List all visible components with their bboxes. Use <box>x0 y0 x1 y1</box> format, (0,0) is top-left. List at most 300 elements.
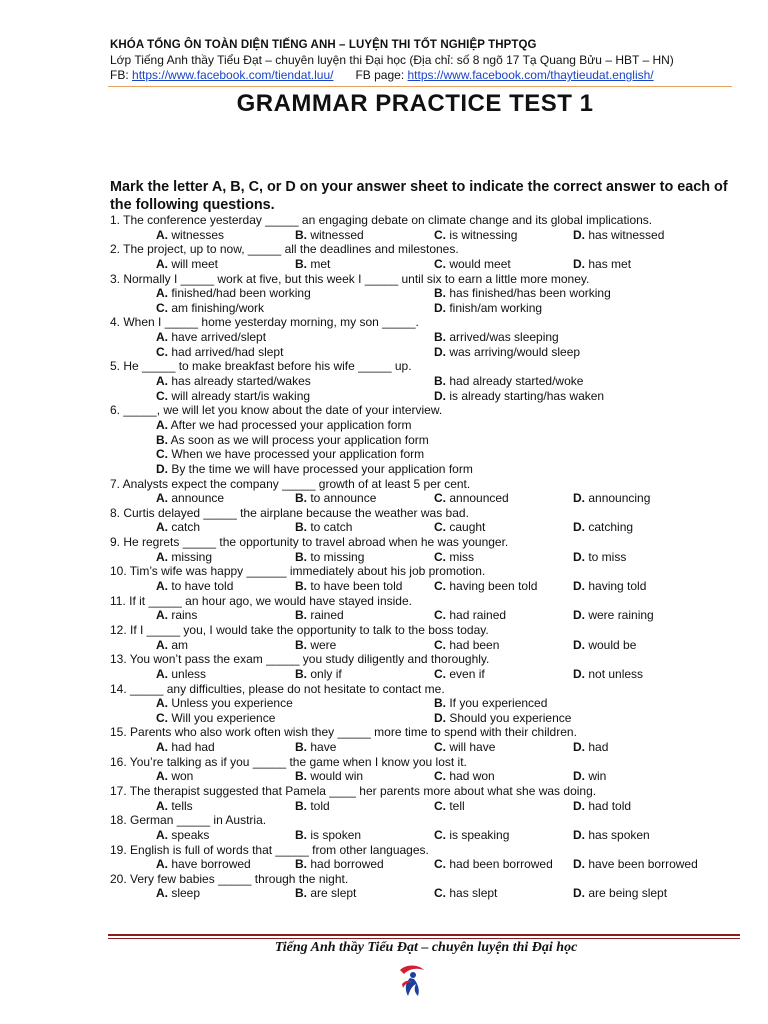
option-letter: D. <box>573 827 585 842</box>
question-stem: 16. You’re talking as if you _____ the game when I know you lost it. <box>110 754 467 769</box>
answer-option[interactable] <box>295 579 402 594</box>
question-stem: 4. When I _____ home yesterday morning, my son _____. <box>110 315 419 330</box>
option-text: caught <box>449 520 486 535</box>
answer-option[interactable] <box>156 711 275 726</box>
answer-option[interactable] <box>156 769 193 784</box>
option-text: announced <box>449 491 509 506</box>
answer-option[interactable] <box>573 667 643 682</box>
option-letter: B. <box>295 608 307 623</box>
answer-option[interactable] <box>434 696 547 711</box>
option-letter: A. <box>156 666 168 681</box>
option-text: won <box>171 769 194 784</box>
answer-option[interactable] <box>434 799 465 814</box>
option-letter: D. <box>573 666 585 681</box>
option-letter: A. <box>156 491 168 506</box>
question-stem: 12. If I _____ you, I would take the opportunity to talk to the boss today. <box>110 622 489 637</box>
answer-option[interactable] <box>295 228 364 243</box>
question-item <box>110 682 750 726</box>
option-text: had told <box>588 798 632 813</box>
option-letter: C. <box>156 447 168 462</box>
option-text: to catch <box>310 520 353 535</box>
answer-option[interactable] <box>434 301 542 316</box>
option-letter: D. <box>434 388 446 403</box>
option-text: were raining <box>588 608 654 623</box>
question-item <box>110 477 750 506</box>
option-text: not unless <box>588 666 644 681</box>
question-stem: 14. _____ any difficulties, please do not hesitate to contact me. <box>110 681 445 696</box>
answer-option[interactable] <box>156 418 411 433</box>
option-letter: C. <box>434 256 446 271</box>
option-letter: B. <box>295 256 307 271</box>
answer-option[interactable] <box>295 740 336 755</box>
option-text: After we had processed your application form <box>170 417 412 432</box>
option-letter: C. <box>434 491 446 506</box>
question-stem: 8. Curtis delayed _____ the airplane because the weather was bad. <box>110 505 469 520</box>
option-row <box>110 799 750 814</box>
answer-option[interactable] <box>573 228 664 243</box>
answer-option[interactable] <box>156 550 212 565</box>
option-letter: D. <box>573 857 585 872</box>
fb-profile-link[interactable]: https://www.facebook.com/tiendat.luu/ <box>132 68 334 82</box>
question-item <box>110 242 750 271</box>
option-text: are being slept <box>588 886 668 901</box>
option-letter: B. <box>295 886 307 901</box>
option-text: is already starting/has waken <box>449 388 605 403</box>
header-divider <box>108 86 732 87</box>
option-text: sleep <box>171 886 201 901</box>
answer-option[interactable] <box>156 491 224 506</box>
option-row <box>110 857 750 872</box>
option-row <box>110 579 750 594</box>
answer-option[interactable] <box>434 228 517 243</box>
option-row <box>110 374 750 389</box>
answer-option[interactable] <box>434 740 495 755</box>
answer-option[interactable] <box>156 374 311 389</box>
option-row <box>110 828 750 843</box>
option-letter: C. <box>434 827 446 842</box>
option-letter: B. <box>434 286 446 301</box>
option-row <box>110 228 750 243</box>
answer-option[interactable] <box>434 769 495 784</box>
option-letter: A. <box>156 827 168 842</box>
option-letter: C. <box>434 798 446 813</box>
option-letter: C. <box>434 549 446 564</box>
option-text: to missing <box>310 549 365 564</box>
answer-option[interactable] <box>573 828 650 843</box>
question-item <box>110 755 750 784</box>
option-text: had arrived/had slept <box>171 344 284 359</box>
option-letter: C. <box>434 666 446 681</box>
question-stem: 20. Very few babies _____ through the night. <box>110 871 349 886</box>
option-text: will have <box>449 740 496 755</box>
answer-option[interactable] <box>573 579 646 594</box>
option-row <box>110 447 750 462</box>
answer-option[interactable] <box>295 491 376 506</box>
option-letter: B. <box>295 827 307 842</box>
question-stem: 11. If it _____ an hour ago, we would have stayed inside. <box>110 593 412 608</box>
question-item <box>110 623 750 652</box>
question-list <box>110 213 750 901</box>
answer-option[interactable] <box>434 711 571 726</box>
option-text: Will you experience <box>171 710 276 725</box>
answer-option[interactable] <box>295 667 342 682</box>
option-text: told <box>310 798 330 813</box>
answer-option[interactable] <box>156 608 197 623</box>
option-letter: C. <box>434 579 446 594</box>
option-text: to miss <box>588 549 627 564</box>
option-text: is spoken <box>310 827 362 842</box>
option-letter: B. <box>295 666 307 681</box>
option-text: When we have processed your application form <box>171 447 425 462</box>
answer-option[interactable] <box>295 828 361 843</box>
question-item <box>110 535 750 564</box>
option-letter: B. <box>295 637 307 652</box>
answer-option[interactable] <box>156 667 206 682</box>
answer-option[interactable] <box>434 330 559 345</box>
option-row <box>110 433 750 448</box>
answer-option[interactable] <box>434 828 509 843</box>
question-item <box>110 594 750 623</box>
option-text: tells <box>171 798 193 813</box>
logo-body <box>406 978 419 996</box>
test-title: GRAMMAR PRACTICE TEST 1 <box>236 90 594 117</box>
option-letter: B. <box>295 520 307 535</box>
option-text: Should you experience <box>449 710 572 725</box>
answer-option[interactable] <box>295 550 364 565</box>
option-row <box>110 638 750 653</box>
option-letter: A. <box>156 417 168 432</box>
option-text: As soon as we will process your application form <box>170 432 429 447</box>
option-text: have arrived/slept <box>171 330 267 345</box>
question-stem: 17. The therapist suggested that Pamela ____ her parents more about what she was doing. <box>110 783 597 798</box>
question-item <box>110 784 750 813</box>
question-item <box>110 403 750 476</box>
option-letter: A. <box>156 769 168 784</box>
option-letter: D. <box>573 886 585 901</box>
option-text: would meet <box>449 256 511 271</box>
answer-option[interactable] <box>434 667 485 682</box>
answer-option[interactable] <box>573 491 650 506</box>
option-row <box>110 550 750 565</box>
option-row <box>110 608 750 623</box>
option-text: had been <box>449 637 500 652</box>
question-stem: 1. The conference yesterday _____ an engaging debate on climate change and its global implications. <box>110 213 653 227</box>
option-row <box>110 696 750 711</box>
option-letter: D. <box>573 227 585 242</box>
answer-option[interactable] <box>295 257 330 272</box>
document-header <box>110 38 740 83</box>
option-text: witnessed <box>310 227 364 242</box>
option-letter: C. <box>434 886 446 901</box>
option-letter: C. <box>434 637 446 652</box>
answer-option[interactable] <box>156 886 200 901</box>
option-row <box>110 711 750 726</box>
answer-option[interactable] <box>573 799 631 814</box>
fb-page-label: FB page: <box>355 68 408 82</box>
option-letter: D. <box>434 344 446 359</box>
option-letter: D. <box>573 608 585 623</box>
option-text: arrived/was sleeping <box>449 330 559 345</box>
option-text: announce <box>171 491 225 506</box>
question-item <box>110 315 750 359</box>
option-text: has slept <box>449 886 498 901</box>
option-text: has witnessed <box>588 227 665 242</box>
instruction-text: Mark the letter A, B, C, or D on your answer sheet to indicate the correct answer to each of the following questions. <box>110 179 728 213</box>
option-row <box>110 330 750 345</box>
option-letter: A. <box>156 549 168 564</box>
question-item <box>110 359 750 403</box>
option-letter: D. <box>434 710 446 725</box>
answer-option[interactable] <box>156 301 264 316</box>
question-stem: 2. The project, up to now, _____ all the deadlines and milestones. <box>110 242 459 257</box>
footer-divider-thick <box>108 934 740 936</box>
option-row <box>110 886 750 901</box>
answer-option[interactable] <box>434 857 553 872</box>
option-text: am finishing/work <box>171 300 265 315</box>
logo-head <box>410 972 416 978</box>
option-text: speaks <box>171 827 210 842</box>
option-text: only if <box>310 666 342 681</box>
question-stem: 7. Analysts expect the company _____ growth of at least 5 per cent. <box>110 476 471 491</box>
question-stem: 6. _____, we will let you know about the date of your interview. <box>110 403 443 418</box>
option-letter: B. <box>295 857 307 872</box>
option-text: catching <box>588 520 634 535</box>
option-letter: C. <box>156 710 168 725</box>
option-letter: D. <box>573 549 585 564</box>
option-letter: A. <box>156 608 168 623</box>
answer-option[interactable] <box>156 330 266 345</box>
option-letter: A. <box>156 696 168 711</box>
answer-option[interactable] <box>156 520 200 535</box>
question-stem: 3. Normally I _____ work at five, but this week I _____ until six to earn a little more money. <box>110 271 590 286</box>
option-row <box>110 389 750 404</box>
option-text: has finished/has been working <box>449 286 611 301</box>
answer-option[interactable] <box>573 886 667 901</box>
answer-option[interactable] <box>156 389 310 404</box>
question-item <box>110 843 750 872</box>
question-item <box>110 872 750 901</box>
answer-option[interactable] <box>295 520 352 535</box>
answer-option[interactable] <box>156 740 215 755</box>
option-text: has met <box>588 256 632 271</box>
answer-option[interactable] <box>156 345 283 360</box>
option-letter: D. <box>573 491 585 506</box>
option-letter: D. <box>573 798 585 813</box>
answer-option[interactable] <box>295 638 336 653</box>
answer-option[interactable] <box>156 696 293 711</box>
option-text: to announce <box>310 491 377 506</box>
option-letter: D. <box>573 740 585 755</box>
question-item <box>110 652 750 681</box>
option-letter: A. <box>156 798 168 813</box>
option-letter: C. <box>434 740 446 755</box>
question-stem: 18. German _____ in Austria. <box>110 813 267 828</box>
answer-option[interactable] <box>156 228 224 243</box>
answer-option[interactable] <box>434 550 474 565</box>
option-letter: B. <box>295 769 307 784</box>
option-letter: A. <box>156 374 168 389</box>
option-letter: B. <box>295 740 307 755</box>
question-stem: 13. You won’t pass the exam _____ you study diligently and thoroughly. <box>110 652 490 667</box>
option-text: having told <box>588 579 647 594</box>
option-row <box>110 418 750 433</box>
answer-option[interactable] <box>573 520 633 535</box>
option-text: By the time we will have processed your application form <box>171 461 473 476</box>
answer-option[interactable] <box>434 286 611 301</box>
option-text: tell <box>449 798 465 813</box>
option-letter: B. <box>434 374 446 389</box>
answer-option[interactable] <box>156 257 218 272</box>
option-letter: A. <box>156 330 168 345</box>
option-text: witnesses <box>171 227 225 242</box>
fb-page-link[interactable]: https://www.facebook.com/thaytieudat.english/ <box>407 68 654 82</box>
option-text: was arriving/would sleep <box>449 344 581 359</box>
option-text: would win <box>310 769 364 784</box>
option-letter: D. <box>573 769 585 784</box>
option-text: announcing <box>588 491 651 506</box>
option-text: will already start/is waking <box>171 388 311 403</box>
option-text: Unless you experience <box>171 696 293 711</box>
option-letter: D. <box>573 256 585 271</box>
answer-option[interactable] <box>295 769 363 784</box>
option-text: rained <box>310 608 344 623</box>
option-text: have borrowed <box>171 857 251 872</box>
option-text: had won <box>449 769 495 784</box>
option-row <box>110 769 750 784</box>
option-letter: A. <box>156 886 168 901</box>
option-letter: A. <box>156 857 168 872</box>
option-letter: A. <box>156 520 168 535</box>
option-text: having been told <box>449 579 538 594</box>
answer-option[interactable] <box>156 857 251 872</box>
answer-option[interactable] <box>573 740 608 755</box>
option-text: even if <box>449 666 485 681</box>
answer-option[interactable] <box>434 886 497 901</box>
answer-option[interactable] <box>295 608 344 623</box>
option-row <box>110 491 750 506</box>
option-text: had already started/woke <box>449 374 584 389</box>
option-letter: C. <box>434 769 446 784</box>
answer-option[interactable] <box>156 828 209 843</box>
answer-option[interactable] <box>573 608 654 623</box>
option-letter: D. <box>156 461 168 476</box>
question-stem: 5. He _____ to make breakfast before his wife _____ up. <box>110 359 412 374</box>
option-text: finish/am working <box>449 300 543 315</box>
answer-option[interactable] <box>573 550 626 565</box>
answer-option[interactable] <box>434 520 485 535</box>
option-text: am <box>171 637 189 652</box>
option-letter: C. <box>434 608 446 623</box>
option-text: has already started/wakes <box>171 374 311 389</box>
answer-option[interactable] <box>573 769 606 784</box>
answer-option[interactable] <box>156 579 233 594</box>
option-letter: D. <box>573 579 585 594</box>
class-info-line: Lớp Tiếng Anh thầy Tiểu Đạt – chuyên luyện thi Đại học (Địa chỉ: số 8 ngõ 17 Tạ Quang Bửu – HBT – HN) <box>110 53 674 67</box>
option-text: win <box>588 769 607 784</box>
option-text: met <box>310 256 331 271</box>
option-text: had borrowed <box>310 857 384 872</box>
option-letter: A. <box>156 286 168 301</box>
option-letter: B. <box>295 549 307 564</box>
course-title: KHÓA TỔNG ÔN TOÀN DIỆN TIẾNG ANH – LUYỆN THI TỐT NGHIỆP THPTQG <box>110 39 537 51</box>
option-letter: C. <box>156 300 168 315</box>
stylized-person-logo-icon <box>396 962 428 998</box>
option-letter: B. <box>295 798 307 813</box>
answer-option[interactable] <box>434 579 537 594</box>
option-letter: C. <box>156 344 168 359</box>
option-text: is speaking <box>449 827 510 842</box>
option-text: will meet <box>171 256 219 271</box>
answer-option[interactable] <box>156 447 424 462</box>
question-item <box>110 564 750 593</box>
answer-option[interactable] <box>573 257 631 272</box>
option-text: has spoken <box>588 827 650 842</box>
answer-option[interactable] <box>573 638 636 653</box>
option-text: were <box>310 637 337 652</box>
option-text: unless <box>171 666 207 681</box>
option-letter: C. <box>434 857 446 872</box>
option-row <box>110 257 750 272</box>
answer-option[interactable] <box>295 857 384 872</box>
option-text: are slept <box>310 886 357 901</box>
answer-option[interactable] <box>156 462 473 477</box>
option-text: is witnessing <box>449 227 518 242</box>
option-letter: B. <box>295 579 307 594</box>
option-letter: A. <box>156 256 168 271</box>
footer-text: Tiếng Anh thầy Tiểu Đạt – chuyên luyện thi Đại học <box>274 940 578 955</box>
answer-option[interactable] <box>156 433 429 448</box>
question-stem: 10. Tim’s wife was happy ______ immediately about his job promotion. <box>110 564 486 579</box>
option-text: had rained <box>449 608 507 623</box>
option-text: would be <box>588 637 637 652</box>
answer-option[interactable] <box>434 374 583 389</box>
answer-option[interactable] <box>434 345 580 360</box>
answer-option[interactable] <box>573 857 698 872</box>
option-letter: A. <box>156 637 168 652</box>
answer-option[interactable] <box>434 257 511 272</box>
option-text: had <box>588 740 609 755</box>
option-letter: C. <box>156 388 168 403</box>
option-letter: B. <box>295 227 307 242</box>
question-item <box>110 272 750 316</box>
answer-option[interactable] <box>434 491 509 506</box>
option-text: missing <box>171 549 213 564</box>
footer-divider-thin <box>108 938 740 939</box>
question-item <box>110 213 750 242</box>
option-text: miss <box>449 549 475 564</box>
answer-option[interactable] <box>434 608 506 623</box>
answer-option[interactable] <box>295 799 330 814</box>
option-text: catch <box>171 520 201 535</box>
option-row <box>110 520 750 535</box>
option-text: had been borrowed <box>449 857 553 872</box>
answer-option[interactable] <box>434 638 499 653</box>
option-row <box>110 286 750 301</box>
option-text: to have been told <box>310 579 403 594</box>
answer-option[interactable] <box>156 638 188 653</box>
answer-option[interactable] <box>434 389 604 404</box>
answer-option[interactable] <box>156 799 193 814</box>
option-text: finished/had been working <box>171 286 311 301</box>
question-stem: 9. He regrets _____ the opportunity to travel abroad when he was younger. <box>110 535 509 550</box>
option-letter: B. <box>156 432 168 447</box>
option-text: rains <box>171 608 198 623</box>
option-text: have <box>310 740 337 755</box>
option-row <box>110 462 750 477</box>
question-stem: 19. English is full of words that _____ from other languages. <box>110 842 429 857</box>
answer-option[interactable] <box>295 886 356 901</box>
answer-option[interactable] <box>156 286 311 301</box>
